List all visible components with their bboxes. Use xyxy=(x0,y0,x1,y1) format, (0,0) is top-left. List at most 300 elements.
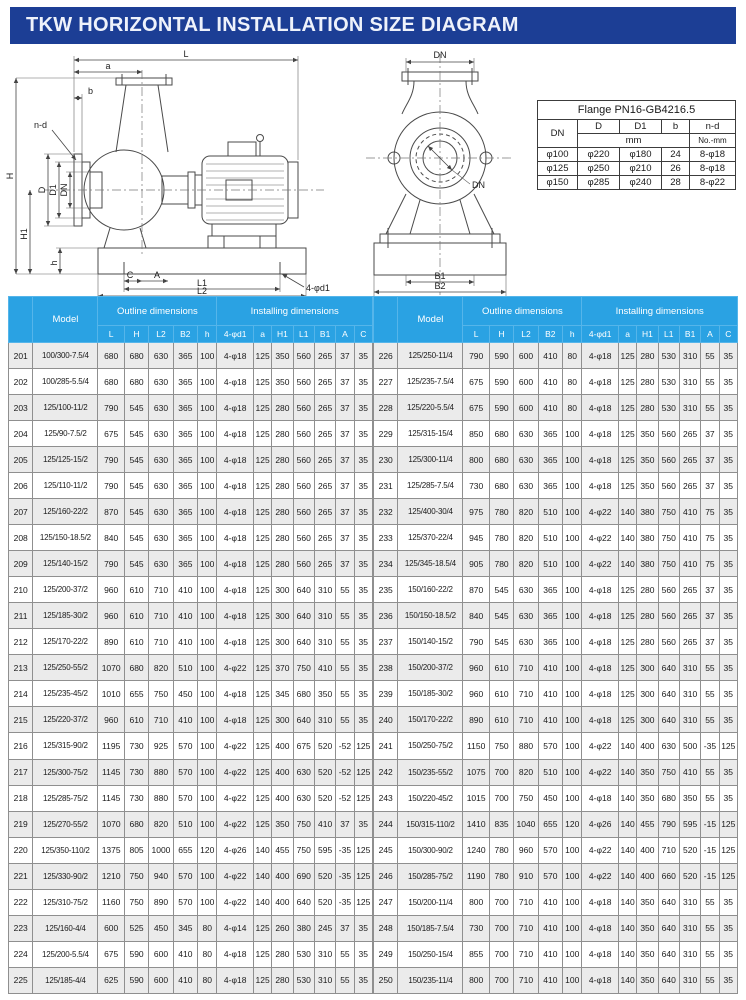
dimension-cell: 4-φ18 xyxy=(582,421,619,447)
dimension-cell: 35 xyxy=(354,629,372,655)
dimension-cell: 80 xyxy=(563,343,582,369)
col-header-a: a xyxy=(253,326,271,343)
dimension-cell: 100 xyxy=(563,681,582,707)
model-cell: 125/220-37/2 xyxy=(33,707,98,733)
dimension-cell: 125 xyxy=(253,733,271,759)
table-row xyxy=(9,759,373,785)
model-cell: 125/285-7.5/4 xyxy=(398,473,463,499)
dimension-cell: 80 xyxy=(563,395,582,421)
model-cell: 125/400-30/4 xyxy=(398,499,463,525)
dimension-cell: 35 xyxy=(719,967,737,993)
dimension-cell: -35 xyxy=(336,837,354,863)
dimension-cell: 790 xyxy=(658,811,679,837)
dimension-cell: 265 xyxy=(679,629,700,655)
dimension-cell: 4-φ22 xyxy=(582,759,619,785)
dimension-cell: 4-φ22 xyxy=(582,499,619,525)
table-row xyxy=(9,447,373,473)
model-cell: 125/185-4/4 xyxy=(33,967,98,993)
model-cell: 125/185-30/2 xyxy=(33,603,98,629)
dimension-cell: 37 xyxy=(336,421,354,447)
model-cell: 150/200-37/2 xyxy=(398,655,463,681)
dimension-cell: 520 xyxy=(314,889,335,915)
dimension-cell: 365 xyxy=(538,603,562,629)
row-id-cell: 216 xyxy=(9,733,33,759)
dimension-cell: 280 xyxy=(272,525,293,551)
dimension-cell: 8-φ18 xyxy=(690,162,736,176)
dimension-cell: 630 xyxy=(149,369,173,395)
dimension-cell: 790 xyxy=(98,447,124,473)
row-id-cell: 218 xyxy=(9,785,33,811)
group-header-outline: Outline dimensions xyxy=(463,297,582,326)
dimension-cell: 680 xyxy=(98,343,124,369)
dimension-cell: 100 xyxy=(563,941,582,967)
flange-col-nd: n-d xyxy=(690,120,736,134)
dimension-cell: 350 xyxy=(637,447,658,473)
flange-spec-table xyxy=(537,100,736,190)
dimension-cell: 1040 xyxy=(514,811,538,837)
dimension-cell: 570 xyxy=(538,863,562,889)
dimension-cell: 640 xyxy=(658,655,679,681)
dimension-cell: 280 xyxy=(272,967,293,993)
table-row xyxy=(9,369,373,395)
row-id-cell: 220 xyxy=(9,837,33,863)
dimension-cell: 590 xyxy=(489,395,513,421)
dimension-cell: 265 xyxy=(679,473,700,499)
dimension-cell: 55 xyxy=(701,707,719,733)
dimension-cell: 100 xyxy=(198,889,217,915)
model-cell: 150/300-90/2 xyxy=(398,837,463,863)
dimension-cell: 410 xyxy=(314,811,335,837)
dimension-cell: 35 xyxy=(354,551,372,577)
table-row xyxy=(9,629,373,655)
row-id-cell: 207 xyxy=(9,499,33,525)
dim-label-H1: H1 xyxy=(19,228,29,240)
dimension-cell: 410 xyxy=(679,551,700,577)
dimension-cell: 100 xyxy=(198,447,217,473)
dimension-cell: 310 xyxy=(679,889,700,915)
dimension-cell: 55 xyxy=(336,577,354,603)
col-header-id xyxy=(374,297,398,343)
dimension-cell: 750 xyxy=(658,551,679,577)
dimension-cell: 4-φ18 xyxy=(582,655,619,681)
model-cell: 125/310-75/2 xyxy=(33,889,98,915)
table-row xyxy=(9,525,373,551)
flange-col-d1: D1 xyxy=(620,120,662,134)
dimension-cell: 37 xyxy=(336,395,354,421)
dimension-cell: 560 xyxy=(293,473,314,499)
dimension-cell: 265 xyxy=(314,525,335,551)
model-cell: 150/140-15/2 xyxy=(398,629,463,655)
dimension-cell: -15 xyxy=(701,863,719,889)
table-row xyxy=(374,499,738,525)
dimension-cell: 4-φ18 xyxy=(217,941,254,967)
dimension-cell: 26 xyxy=(662,162,690,176)
dimension-cell: 410 xyxy=(538,395,562,421)
dimension-cell: 55 xyxy=(336,655,354,681)
dimension-cell: 140 xyxy=(618,941,636,967)
table-row xyxy=(9,577,373,603)
dimension-cell: 140 xyxy=(618,915,636,941)
dimension-cell: 35 xyxy=(719,395,737,421)
dimension-cell: 120 xyxy=(198,837,217,863)
dimension-cell: 125 xyxy=(618,421,636,447)
dim-label-nd: n-d xyxy=(34,120,48,130)
dimension-cell: 100 xyxy=(198,369,217,395)
dimension-cell: 640 xyxy=(293,629,314,655)
dimension-cell: 35 xyxy=(354,915,372,941)
dimension-cell: 310 xyxy=(679,915,700,941)
dimension-cell: 4-φ22 xyxy=(217,759,254,785)
dimension-cell: 655 xyxy=(538,811,562,837)
dimension-cell: 800 xyxy=(463,447,489,473)
flange-unit-nd: No.-mm xyxy=(690,134,736,148)
dimension-cell: 890 xyxy=(98,629,124,655)
dimension-cell: 280 xyxy=(272,941,293,967)
dimension-cell: 400 xyxy=(637,863,658,889)
dimension-cell: 35 xyxy=(354,473,372,499)
dimension-cell: 265 xyxy=(679,447,700,473)
dimension-cell: 610 xyxy=(489,655,513,681)
dimension-cell: 100 xyxy=(563,473,582,499)
row-id-cell: 249 xyxy=(374,941,398,967)
dim-label-DN-top: DN xyxy=(433,50,447,60)
dimension-cell: 640 xyxy=(658,707,679,733)
dimension-cell: 125 xyxy=(253,967,271,993)
model-cell: 125/270-55/2 xyxy=(33,811,98,837)
dimension-cell: 35 xyxy=(354,967,372,993)
row-id-cell: 232 xyxy=(374,499,398,525)
dimension-cell: 140 xyxy=(618,889,636,915)
dimension-cell: 700 xyxy=(489,785,513,811)
dimension-cell: 35 xyxy=(719,759,737,785)
dimension-cell: 100 xyxy=(198,603,217,629)
dimension-tables xyxy=(8,296,738,994)
row-id-cell: 244 xyxy=(374,811,398,837)
table-row xyxy=(9,915,373,941)
dimension-cell: 55 xyxy=(336,967,354,993)
dimension-cell: 140 xyxy=(618,551,636,577)
dimension-cell: 125 xyxy=(253,941,271,967)
row-id-cell: 238 xyxy=(374,655,398,681)
dimension-cell: 125 xyxy=(253,759,271,785)
table-row xyxy=(374,785,738,811)
dimension-cell: 4-φ18 xyxy=(217,967,254,993)
dimension-cell: 35 xyxy=(719,577,737,603)
dimension-cell: 310 xyxy=(679,707,700,733)
model-cell: 150/315-110/2 xyxy=(398,811,463,837)
dimension-cell: 800 xyxy=(463,889,489,915)
dimension-cell: 410 xyxy=(538,681,562,707)
dimension-cell: 37 xyxy=(336,447,354,473)
dimension-cell: 140 xyxy=(618,525,636,551)
dimension-cell: 35 xyxy=(719,499,737,525)
dimension-cell: 4-φ22 xyxy=(582,733,619,759)
dimension-cell: 100 xyxy=(563,707,582,733)
dimension-cell: 4-φ18 xyxy=(582,915,619,941)
flange-col-b: b xyxy=(662,120,690,134)
dimension-cell: 100 xyxy=(563,759,582,785)
dimension-cell: 1070 xyxy=(98,811,124,837)
dimension-cell: 35 xyxy=(354,369,372,395)
dimension-cell: 520 xyxy=(679,837,700,863)
col-header-B2: B2 xyxy=(538,326,562,343)
dimension-cell: 380 xyxy=(293,915,314,941)
dimension-cell: 125 xyxy=(618,603,636,629)
dimension-cell: 4-φ18 xyxy=(217,369,254,395)
dimension-cell: 55 xyxy=(701,655,719,681)
dimension-cell: -52 xyxy=(336,785,354,811)
model-cell: 125/235-7.5/4 xyxy=(398,369,463,395)
dimension-cell: 630 xyxy=(658,733,679,759)
dimension-cell: 37 xyxy=(701,629,719,655)
dimension-cell: 925 xyxy=(149,733,173,759)
dimension-cell: 545 xyxy=(124,499,148,525)
row-id-cell: 215 xyxy=(9,707,33,733)
dimension-cell: 100 xyxy=(563,603,582,629)
model-cell: 125/140-15/2 xyxy=(33,551,98,577)
col-header-C: C xyxy=(354,326,372,343)
dimension-cell: 300 xyxy=(637,681,658,707)
dimension-cell: 300 xyxy=(637,707,658,733)
col-header-C: C xyxy=(719,326,737,343)
dimension-cell: 710 xyxy=(658,837,679,863)
model-cell: 125/345-18.5/4 xyxy=(398,551,463,577)
dimension-cell: 1375 xyxy=(98,837,124,863)
dimension-cell: 125 xyxy=(253,499,271,525)
dimension-cell: 675 xyxy=(293,733,314,759)
dimension-cell: 450 xyxy=(149,915,173,941)
table-row xyxy=(9,551,373,577)
dimension-cell: 125 xyxy=(618,655,636,681)
col-header-a: a xyxy=(618,326,636,343)
dimension-cell: 4-φ18 xyxy=(582,889,619,915)
group-header-outline: Outline dimensions xyxy=(98,297,217,326)
dimension-cell: 120 xyxy=(563,811,582,837)
dimension-cell: 560 xyxy=(293,421,314,447)
dimension-cell: 560 xyxy=(658,577,679,603)
dimension-cell: 545 xyxy=(124,395,148,421)
dimension-cell: 560 xyxy=(658,629,679,655)
dimension-cell: 100 xyxy=(563,915,582,941)
dimension-cell: 1145 xyxy=(98,785,124,811)
dimension-cell: 820 xyxy=(514,499,538,525)
dimension-cell: 730 xyxy=(463,473,489,499)
dimension-cell: 35 xyxy=(354,343,372,369)
dimension-cell: 125 xyxy=(253,681,271,707)
dimension-cell: 37 xyxy=(336,551,354,577)
dimension-cell: 35 xyxy=(719,915,737,941)
dimension-cell: 710 xyxy=(514,655,538,681)
row-id-cell: 214 xyxy=(9,681,33,707)
dimension-cell: 125 xyxy=(253,369,271,395)
model-cell: 125/160-22/2 xyxy=(33,499,98,525)
row-id-cell: 227 xyxy=(374,369,398,395)
flange-unit-mm: mm xyxy=(578,134,690,148)
dimension-cell: 125 xyxy=(719,863,737,889)
dimension-cell: 100 xyxy=(198,863,217,889)
dimension-cell: φ180 xyxy=(620,148,662,162)
model-cell: 125/150-18.5/2 xyxy=(33,525,98,551)
dimension-cell: 630 xyxy=(514,577,538,603)
dimension-cell: 280 xyxy=(637,629,658,655)
dimension-cell: 55 xyxy=(701,681,719,707)
group-header-installing: Installing dimensions xyxy=(582,297,738,326)
dimension-cell: 820 xyxy=(514,759,538,785)
dimension-cell: 560 xyxy=(658,603,679,629)
dim-label-DN-inner: DN xyxy=(472,180,485,190)
table-row xyxy=(9,603,373,629)
dimension-cell: 350 xyxy=(637,915,658,941)
pump-front-outline xyxy=(366,54,514,295)
model-cell: 150/160-22/2 xyxy=(398,577,463,603)
table-row xyxy=(9,473,373,499)
dimension-cell: 560 xyxy=(293,395,314,421)
table-row xyxy=(374,629,738,655)
dim-label-B2: B2 xyxy=(434,281,446,291)
row-id-cell: 203 xyxy=(9,395,33,421)
row-id-cell: 221 xyxy=(9,863,33,889)
dimension-cell: 400 xyxy=(637,733,658,759)
dimension-cell: 100 xyxy=(563,733,582,759)
dimension-cell: 35 xyxy=(719,655,737,681)
table-row xyxy=(9,681,373,707)
dimension-cell: 680 xyxy=(124,655,148,681)
table-row xyxy=(374,811,738,837)
dimension-cell: 55 xyxy=(701,343,719,369)
dimension-cell: 37 xyxy=(701,603,719,629)
dim-label-B1: B1 xyxy=(434,271,446,281)
dimension-cell: 37 xyxy=(336,343,354,369)
col-header-L1: L1 xyxy=(658,326,679,343)
dimension-cell: 100 xyxy=(198,811,217,837)
table-row xyxy=(374,395,738,421)
dimension-cell: 125 xyxy=(253,577,271,603)
table-row xyxy=(9,785,373,811)
dimension-cell: 4-φ18 xyxy=(582,785,619,811)
dimension-cell: 680 xyxy=(124,343,148,369)
dimension-cell: 125 xyxy=(253,629,271,655)
dimension-cell: 365 xyxy=(173,551,197,577)
dimension-cell: 55 xyxy=(336,681,354,707)
model-cell: 125/370-22/4 xyxy=(398,525,463,551)
dimension-cell: 400 xyxy=(272,759,293,785)
dimension-cell: 140 xyxy=(618,499,636,525)
dimension-cell: 410 xyxy=(173,941,197,967)
dimension-cell: 530 xyxy=(658,395,679,421)
dimension-cell: 4-φ18 xyxy=(217,681,254,707)
dimension-cell: 310 xyxy=(679,941,700,967)
dimension-cell: 750 xyxy=(489,733,513,759)
model-cell: 125/300-11/4 xyxy=(398,447,463,473)
row-id-cell: φ100 xyxy=(538,148,578,162)
dimension-cell: 675 xyxy=(463,369,489,395)
dimension-cell: 750 xyxy=(124,889,148,915)
dimension-cell: 4-φ26 xyxy=(582,811,619,837)
dimension-cell: 55 xyxy=(336,629,354,655)
dimension-cell: 265 xyxy=(314,395,335,421)
dimension-cell: 510 xyxy=(538,525,562,551)
dimension-cell: 8-φ22 xyxy=(690,176,736,190)
dimension-cell: 610 xyxy=(124,707,148,733)
dimension-cell: 125 xyxy=(719,837,737,863)
dimension-cell: 750 xyxy=(293,655,314,681)
dimension-cell: 4-φ18 xyxy=(217,577,254,603)
dimension-cell: 640 xyxy=(658,889,679,915)
dimension-cell: 610 xyxy=(124,603,148,629)
dimension-cell: 570 xyxy=(173,863,197,889)
col-header-A: A xyxy=(701,326,719,343)
dimension-cell: 55 xyxy=(701,889,719,915)
table-row xyxy=(9,707,373,733)
dimension-cell: 125 xyxy=(253,603,271,629)
dimension-cell: 310 xyxy=(314,707,335,733)
dimension-cell: 4-φ18 xyxy=(582,473,619,499)
dimension-cell: 730 xyxy=(463,915,489,941)
dim-label-DN: DN xyxy=(59,183,69,197)
dimension-cell: 780 xyxy=(489,499,513,525)
dimension-cell: 4-φ22 xyxy=(217,785,254,811)
dimension-cell: 125 xyxy=(253,421,271,447)
dimension-cell: 625 xyxy=(98,967,124,993)
dimension-cell: 630 xyxy=(149,473,173,499)
dimension-cell: 80 xyxy=(198,915,217,941)
model-cell: 125/200-5.5/4 xyxy=(33,941,98,967)
dimension-cell: 125 xyxy=(253,343,271,369)
dimension-cell: 1160 xyxy=(98,889,124,915)
dimension-cell: 510 xyxy=(538,499,562,525)
dimension-cell: 300 xyxy=(637,655,658,681)
dimension-cell: 100 xyxy=(563,863,582,889)
dimension-cell: 840 xyxy=(98,525,124,551)
dimension-cell: 410 xyxy=(538,967,562,993)
model-cell: 125/300-75/2 xyxy=(33,759,98,785)
dimension-cell: 35 xyxy=(354,681,372,707)
dimension-cell: 680 xyxy=(124,811,148,837)
dimension-cell: 4-φ18 xyxy=(582,577,619,603)
dimension-cell: 960 xyxy=(514,837,538,863)
dimension-cell: 265 xyxy=(314,369,335,395)
row-id-cell: 246 xyxy=(374,863,398,889)
dim-label-L2: L2 xyxy=(196,286,208,296)
dimension-cell: 280 xyxy=(272,421,293,447)
dimension-cell: 28 xyxy=(662,176,690,190)
dimension-cell: 35 xyxy=(719,889,737,915)
dimension-cell: 960 xyxy=(463,681,489,707)
dim-label-L: L xyxy=(183,49,189,59)
dimension-cell: 510 xyxy=(538,551,562,577)
pump-front-view-drawing xyxy=(348,48,538,298)
dimension-cell: 880 xyxy=(149,759,173,785)
dimension-cell: 520 xyxy=(314,733,335,759)
dimension-cell: -35 xyxy=(336,889,354,915)
dimension-cell: 55 xyxy=(701,915,719,941)
dimension-cell: 410 xyxy=(173,603,197,629)
dimension-cell: 710 xyxy=(149,577,173,603)
dimension-cell: 4-φ18 xyxy=(217,525,254,551)
dimension-cell: 400 xyxy=(272,733,293,759)
dimension-cell: 400 xyxy=(637,837,658,863)
model-cell: 125/350-110/2 xyxy=(33,837,98,863)
dimension-cell: 730 xyxy=(124,759,148,785)
dimension-cell: 350 xyxy=(272,343,293,369)
dimension-cell: 750 xyxy=(293,811,314,837)
col-header-A: A xyxy=(336,326,354,343)
dimension-cell: 1195 xyxy=(98,733,124,759)
row-id-cell: 212 xyxy=(9,629,33,655)
dimension-cell: 960 xyxy=(98,603,124,629)
dimension-cell: 140 xyxy=(618,733,636,759)
dimension-cell: 37 xyxy=(336,915,354,941)
